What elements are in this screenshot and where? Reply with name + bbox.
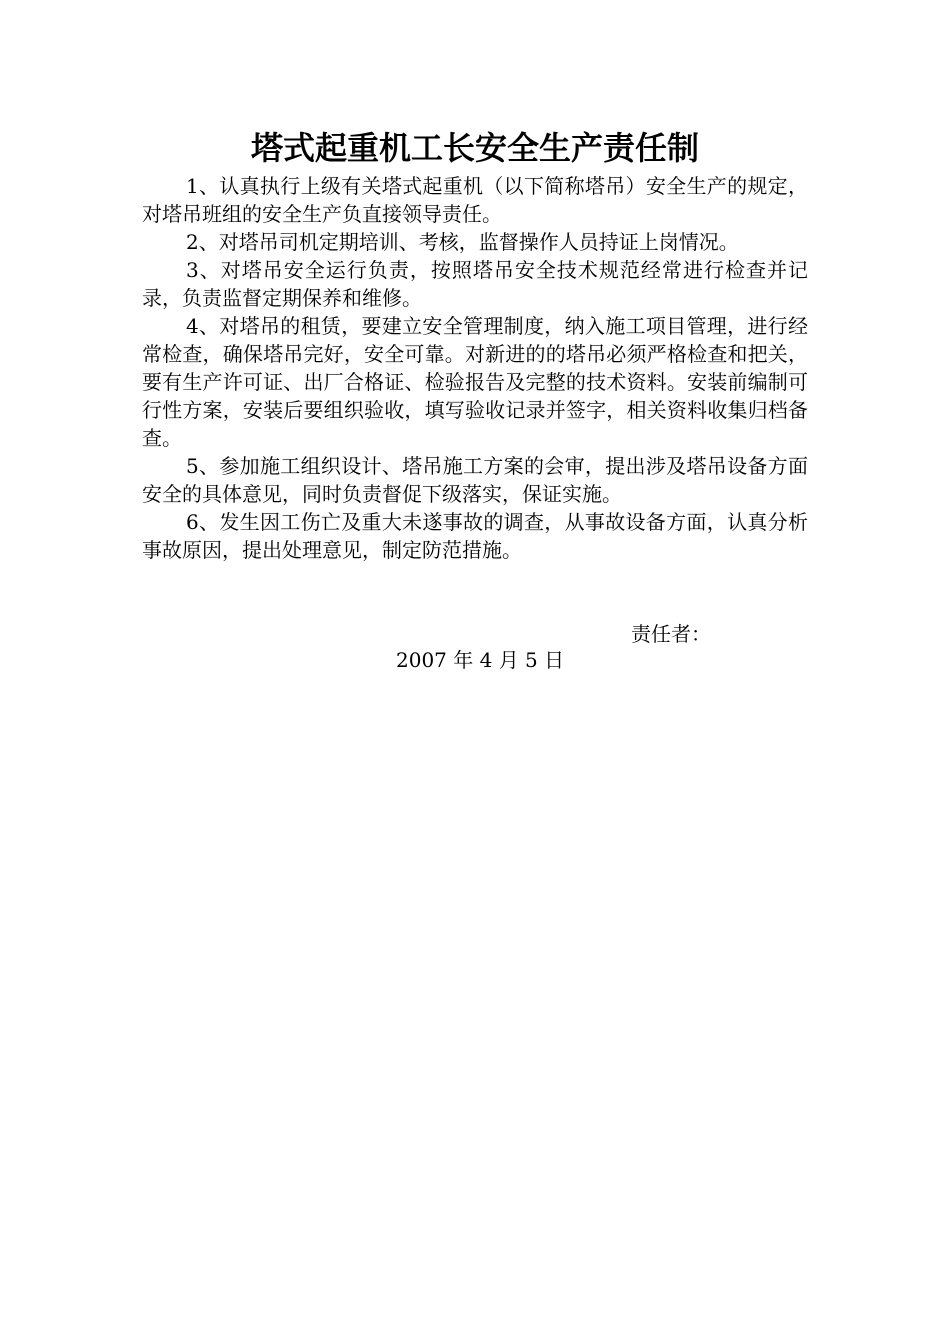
paragraph-3: 3、对塔吊安全运行负责，按照塔吊安全技术规范经常进行检查并记录，负责监督定期保养和维修。 [142, 258, 808, 310]
paragraph-5: 5、参加施工组织设计、塔吊施工方案的会审，提出涉及塔吊设备方面安全的具体意见，同时负责督促下级落实，保证实施。 [142, 454, 808, 506]
paragraph-6: 6、发生因工伤亡及重大未遂事故的调查，从事故设备方面，认真分析事故原因，提出处理意见，制定防范措施。 [142, 510, 808, 562]
paragraph-1: 1、认真执行上级有关塔式起重机（以下简称塔吊）安全生产的规定，对塔吊班组的安全生产负直接领导责任。 [142, 174, 808, 226]
paragraph-2: 2、对塔吊司机定期培训、考核，监督操作人员持证上岗情况。 [186, 230, 739, 254]
document-title: 塔式起重机工长安全生产责任制 [250, 129, 699, 167]
paragraph-4: 4、对塔吊的租赁，要建立安全管理制度，纳入施工项目管理，进行经常检查，确保塔吊完好，安全可靠。对新进的的塔吊必须严格检查和把关，要有生产许可证、出厂合格证、检验报告及完整的技术资料。安装前编制可行性方案，安装后要组织验收，填写验收记录并签字，相关资料收集归档备查。 [142, 314, 808, 450]
document-body [142, 172, 808, 564]
document-date: 2007 年 4 月 5 日 [396, 648, 565, 672]
signer-label: 责任者： [631, 622, 711, 646]
